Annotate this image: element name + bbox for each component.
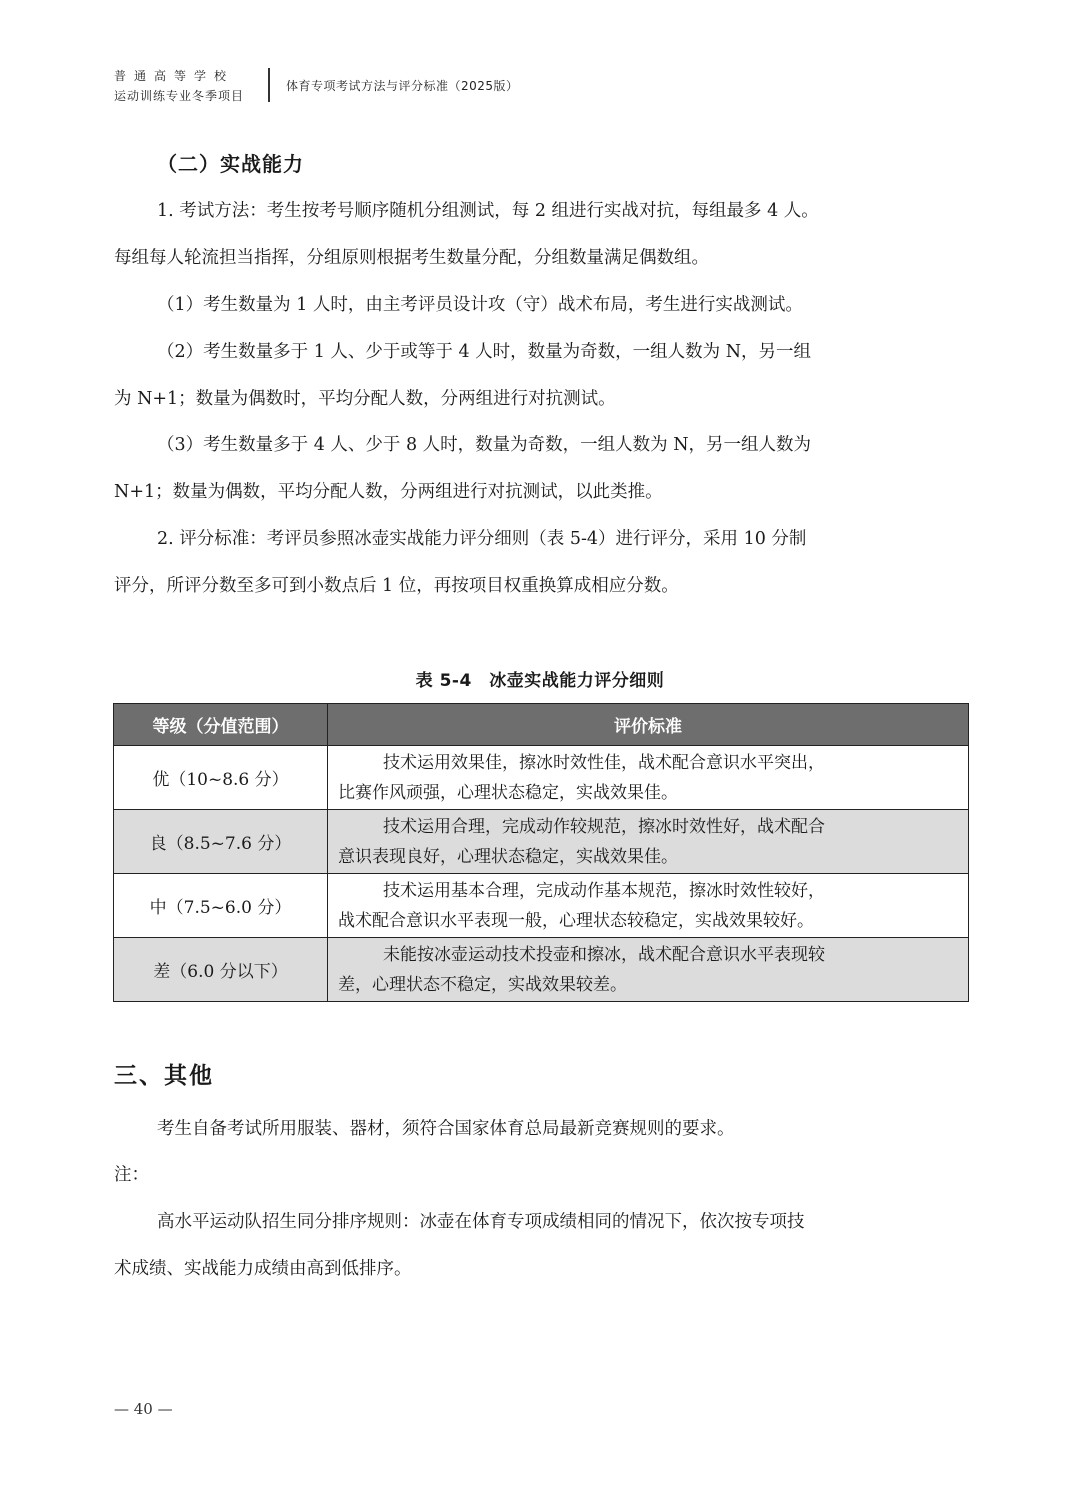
header-program: 运动训练专业冬季项目 — [114, 89, 245, 103]
note-label-paragraph — [114, 1152, 969, 1199]
criteria-line: 技术运用效果佳，擦冰时效性佳，战术配合意识水平突出， — [383, 752, 825, 773]
exam-method-paragraph — [114, 188, 969, 282]
grade-cell: 良（8.5~7.6 分） — [114, 810, 328, 874]
rule-2-paragraph — [114, 329, 969, 423]
criteria-cell — [328, 874, 969, 938]
rule-3-line-1: （3）考生数量多于 4 人、少于 8 人时，数量为奇数，一组人数为 N，另一组人数为 — [157, 435, 812, 455]
scoring-standard-paragraph — [114, 516, 969, 610]
note-paragraph — [114, 1199, 969, 1293]
rule-1-line: （1）考生数量为 1 人时，由主考评员设计攻（守）战术布局，考生进行实战测试。 — [157, 295, 803, 315]
table-caption: 表 5-4 冰壶实战能力评分细则 — [415, 671, 665, 691]
criteria-cell — [328, 746, 969, 810]
criteria-cell — [328, 810, 969, 874]
criteria-line: 未能按冰壶运动技术投壶和擦冰，战术配合意识水平表现较 — [383, 944, 825, 965]
rule-2-line-1: （2）考生数量多于 1 人、少于或等于 4 人时，数量为奇数，一组人数为 N，另一组 — [157, 342, 812, 362]
table-row — [114, 874, 969, 938]
scoring-line-2: 评分，所评分数至多可到小数点后 1 位，再按项目权重换算成相应分数。 — [114, 576, 679, 596]
section-title-other: 三、其他 — [114, 1063, 214, 1089]
scoring-line-1: 2. 评分标准：考评员参照冰壶实战能力评分细则（表 5-4）进行评分，采用 10 分制 — [157, 529, 807, 549]
exam-method-line-1: 1. 考试方法：考生按考号顺序随机分组测试，每 2 组进行实战对抗，每组最多 4 人。 — [157, 201, 819, 221]
grade-cell: 差（6.0 分以下） — [114, 938, 328, 1002]
exam-method-line-2: 每组每人轮流担当指挥，分组原则根据考生数量分配，分组数量满足偶数组。 — [114, 248, 709, 268]
rule-3-paragraph — [114, 422, 969, 516]
table-row — [114, 746, 969, 810]
criteria-line: 技术运用基本合理，完成动作基本规范，擦冰时效性较好， — [383, 880, 825, 901]
other-paragraph — [114, 1106, 969, 1153]
table-header-row — [114, 704, 969, 746]
criteria-line: 意识表现良好，心理状态稳定，实战效果佳。 — [338, 846, 678, 867]
note-line-2: 术成绩、实战能力成绩由高到低排序。 — [114, 1259, 412, 1279]
running-header-title: 体育专项考试方法与评分标准（2025版） — [286, 79, 519, 93]
column-header-criteria: 评价标准 — [328, 704, 969, 746]
table-row — [114, 938, 969, 1002]
other-line: 考生自备考试所用服装、器材，须符合国家体育总局最新竞赛规则的要求。 — [157, 1119, 735, 1139]
criteria-line: 技术运用合理，完成动作较规范，擦冰时效性好，战术配合 — [383, 816, 825, 837]
scoring-table — [113, 703, 969, 1002]
page-number: — 40 — — [114, 1400, 173, 1418]
criteria-line: 战术配合意识水平表现一般，心理状态较稳定，实战效果较好。 — [338, 910, 814, 931]
column-header-grade: 等级（分值范围） — [114, 704, 328, 746]
header-divider — [268, 68, 270, 102]
rule-2-line-2: 为 N+1；数量为偶数时，平均分配人数，分两组进行对抗测试。 — [114, 389, 616, 409]
table-row — [114, 810, 969, 874]
rule-1-paragraph — [114, 282, 969, 329]
rule-3-line-2: N+1；数量为偶数，平均分配人数，分两组进行对抗测试，以此类推。 — [114, 482, 663, 502]
criteria-cell — [328, 938, 969, 1002]
grade-cell: 中（7.5~6.0 分） — [114, 874, 328, 938]
running-header-left — [114, 66, 254, 106]
note-line-1: 高水平运动队招生同分排序规则：冰壶在体育专项成绩相同的情况下，依次按专项技 — [157, 1212, 805, 1232]
grade-cell: 优（10~8.6 分） — [114, 746, 328, 810]
criteria-line: 差，心理状态不稳定，实战效果较差。 — [338, 974, 627, 995]
header-school-type: 普通高等学校 — [114, 69, 235, 83]
criteria-line: 比赛作风顽强，心理状态稳定，实战效果佳。 — [338, 782, 678, 803]
note-label: 注： — [114, 1165, 149, 1185]
section-title-practical: （二）实战能力 — [157, 152, 304, 176]
